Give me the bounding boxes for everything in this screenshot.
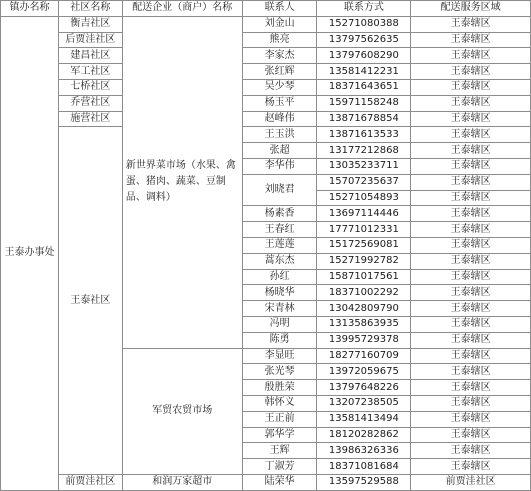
contact-phone: 13581413494 [317, 411, 411, 427]
service-area: 王泰辖区 [411, 206, 531, 222]
contact-phone: 15271080388 [317, 16, 411, 32]
header-area: 配送服务区域 [411, 1, 531, 17]
contact-name: 韩怀义 [242, 395, 317, 411]
service-area: 王泰辖区 [411, 364, 531, 380]
community-name: 施营社区 [58, 111, 122, 127]
contact-phone: 13797562635 [317, 32, 411, 48]
service-area: 王泰辖区 [411, 459, 531, 475]
service-area: 王泰辖区 [411, 285, 531, 301]
contact-phone: 15271992782 [317, 253, 411, 269]
service-area: 王泰辖区 [411, 190, 531, 206]
header-contact: 联系人 [242, 1, 317, 17]
contact-phone: 13972059675 [317, 364, 411, 380]
header-community: 社区名称 [58, 1, 122, 17]
table-row [1, 16, 531, 32]
community-name: 军工社区 [58, 64, 122, 80]
service-area: 王泰辖区 [411, 395, 531, 411]
service-area: 王泰辖区 [411, 222, 531, 238]
contact-name: 王莲莲 [242, 237, 317, 253]
contact-phone: 18371002292 [317, 285, 411, 301]
contact-name: 王正前 [242, 411, 317, 427]
service-area: 王泰辖区 [411, 427, 531, 443]
community-name: 乔营社区 [58, 95, 122, 111]
contact-phone: 15871017561 [317, 269, 411, 285]
contact-name: 蒿东杰 [242, 253, 317, 269]
service-area: 王泰辖区 [411, 301, 531, 317]
community-name: 王泰社区 [58, 127, 122, 475]
contact-phone: 13995729378 [317, 332, 411, 348]
merchant-name: 军贸农贸市场 [122, 348, 242, 474]
contact-phone: 13597529588 [317, 474, 411, 490]
contact-name: 杨玉平 [242, 95, 317, 111]
service-area: 王泰辖区 [411, 48, 531, 64]
contact-phone: 18371643651 [317, 79, 411, 95]
service-area: 王泰辖区 [411, 79, 531, 95]
contact-phone: 13035233711 [317, 158, 411, 174]
contact-phone: 18120282862 [317, 427, 411, 443]
contact-name: 熊亮 [242, 32, 317, 48]
contact-phone: 13697114446 [317, 206, 411, 222]
contact-name: 王春红 [242, 222, 317, 238]
community-name: 衡吉社区 [58, 16, 122, 32]
table-row [1, 111, 531, 127]
contact-phone: 15707235637 [317, 174, 411, 190]
contact-name: 吴少琴 [242, 79, 317, 95]
contact-name: 张超 [242, 143, 317, 159]
contact-name: 孙红 [242, 269, 317, 285]
contact-phone: 13871678854 [317, 111, 411, 127]
contact-name: 陈勇 [242, 332, 317, 348]
service-area: 王泰辖区 [411, 127, 531, 143]
service-area: 王泰辖区 [411, 174, 531, 190]
contact-phone: 13986326336 [317, 443, 411, 459]
table-row [1, 32, 531, 48]
service-area: 王泰辖区 [411, 348, 531, 364]
service-area: 王泰辖区 [411, 380, 531, 396]
service-area: 王泰辖区 [411, 411, 531, 427]
contact-name: 张光琴 [242, 364, 317, 380]
contact-name: 郭华学 [242, 427, 317, 443]
header-town: 镇办名称 [1, 1, 59, 17]
contact-name: 李家杰 [242, 48, 317, 64]
contact-phone: 17771012331 [317, 222, 411, 238]
table-row [1, 95, 531, 111]
contact-phone: 13042809790 [317, 301, 411, 317]
service-area: 王泰辖区 [411, 253, 531, 269]
town-name: 王泰办事处 [1, 16, 59, 490]
contact-name: 赵峰伟 [242, 111, 317, 127]
contact-phone: 15971158248 [317, 95, 411, 111]
service-area: 王泰辖区 [411, 32, 531, 48]
contact-name: 陆荣华 [242, 474, 317, 490]
contact-name: 王辉 [242, 443, 317, 459]
service-area: 王泰辖区 [411, 237, 531, 253]
contact-phone: 13135863935 [317, 316, 411, 332]
service-area: 王泰辖区 [411, 111, 531, 127]
service-area: 王泰辖区 [411, 16, 531, 32]
community-name: 七桥社区 [58, 79, 122, 95]
service-area: 王泰辖区 [411, 269, 531, 285]
contact-phone: 13871613533 [317, 127, 411, 143]
service-area: 王泰辖区 [411, 316, 531, 332]
contact-phone: 15172569081 [317, 237, 411, 253]
community-name: 建昌社区 [58, 48, 122, 64]
contact-name: 冯明 [242, 316, 317, 332]
community-name: 后贾洼社区 [58, 32, 122, 48]
service-area: 王泰辖区 [411, 332, 531, 348]
contact-name: 殷胜荣 [242, 380, 317, 396]
table-row [1, 79, 531, 95]
merchant-name: 新世界菜市场（水果、禽蛋、猪肉、蔬菜、豆制品、调料） [122, 16, 242, 348]
contact-phone: 13581412231 [317, 64, 411, 80]
contact-name: 杨晓华 [242, 285, 317, 301]
contact-name: 刘晓君 [242, 174, 317, 206]
service-area: 王泰辖区 [411, 143, 531, 159]
contact-phone: 13207238505 [317, 395, 411, 411]
contact-phone: 15271054893 [317, 190, 411, 206]
community-name: 前贾洼社区 [58, 474, 122, 490]
contact-phone: 18277160709 [317, 348, 411, 364]
contact-name: 刘金山 [242, 16, 317, 32]
table-row [1, 48, 531, 64]
contact-phone: 13797608290 [317, 48, 411, 64]
header-merchant: 配送企业（商户）名称 [122, 1, 242, 17]
contact-name: 杨素香 [242, 206, 317, 222]
service-area: 王泰辖区 [411, 443, 531, 459]
contact-phone: 13797648226 [317, 380, 411, 396]
contact-name: 王玉洪 [242, 127, 317, 143]
contact-name: 张红辉 [242, 64, 317, 80]
contact-name: 丁淑芳 [242, 459, 317, 475]
merchant-name: 和润万家超市 [122, 474, 242, 490]
service-area: 王泰辖区 [411, 158, 531, 174]
contact-name: 李华伟 [242, 158, 317, 174]
table-row [1, 474, 531, 490]
service-area: 王泰辖区 [411, 95, 531, 111]
contact-name: 宋青林 [242, 301, 317, 317]
header-row [1, 1, 531, 17]
contact-phone: 18371081684 [317, 459, 411, 475]
header-phone: 联系方式 [317, 1, 411, 17]
contact-phone: 13177212868 [317, 143, 411, 159]
contact-name: 李显旺 [242, 348, 317, 364]
service-area: 前贾洼社区 [411, 474, 531, 490]
table-row [1, 64, 531, 80]
service-area: 王泰辖区 [411, 64, 531, 80]
table-row [1, 127, 531, 143]
